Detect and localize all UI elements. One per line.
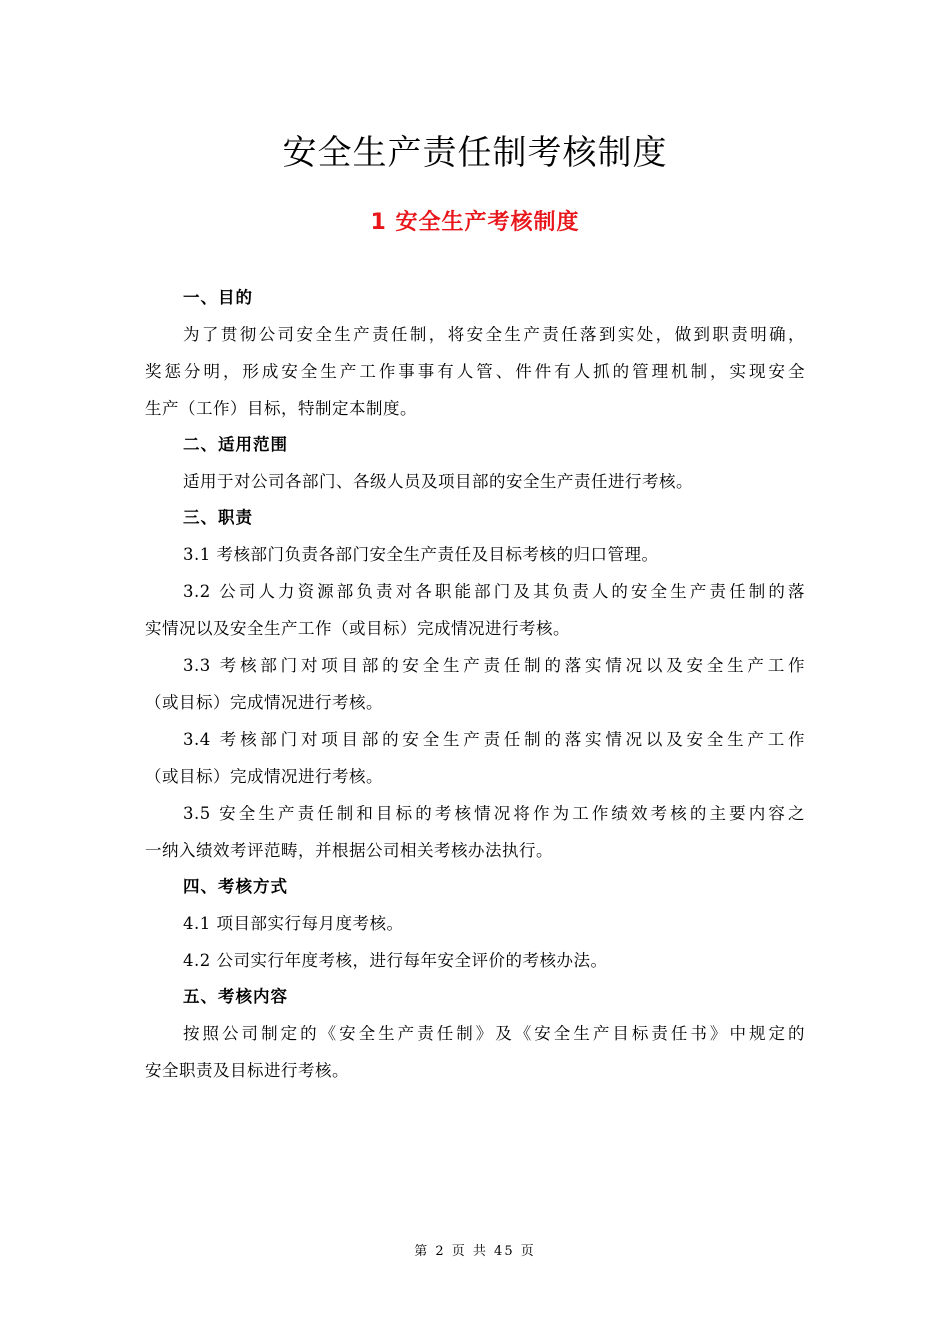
document-title: 安全生产责任制考核制度: [282, 133, 668, 173]
clause-4-2: 4.2 公司实行年度考核，进行每年安全评价的考核办法。: [183, 951, 608, 970]
paragraph-line: 奖惩分明，形成安全生产工作事事有人管、件件有人抓的管理机制，实现安全: [145, 362, 805, 381]
clause-3-3: 3.3 考核部门对项目部的安全生产责任制的落实情况以及安全生产工作: [183, 656, 805, 675]
clause-3-3-cont: （或目标）完成情况进行考核。: [145, 693, 383, 712]
paragraph-line: 生产（工作）目标，特制定本制度。: [145, 399, 417, 418]
paragraph-line: 安全职责及目标进行考核。: [145, 1061, 349, 1080]
heading-responsibilities: 三、职责: [183, 508, 253, 527]
clause-3-5: 3.5 安全生产责任制和目标的考核情况将作为工作绩效考核的主要内容之: [183, 804, 805, 823]
clause-3-4: 3.4 考核部门对项目部的安全生产责任制的落实情况以及安全生产工作: [183, 730, 805, 749]
heading-assessment-method: 四、考核方式: [183, 877, 288, 896]
heading-scope: 二、适用范围: [183, 435, 288, 454]
clause-3-1: 3.1 考核部门负责各部门安全生产责任及目标考核的归口管理。: [183, 545, 659, 564]
paragraph-line: 适用于对公司各部门、各级人员及项目部的安全生产责任进行考核。: [183, 472, 693, 491]
page-number-footer: 第 2 页 共 45 页: [414, 1244, 536, 1259]
clause-4-1: 4.1 项目部实行每月度考核。: [183, 914, 404, 933]
section-title: 1 安全生产考核制度: [370, 210, 580, 235]
clause-3-5-cont: 一纳入绩效考评范畴，并根据公司相关考核办法执行。: [145, 841, 553, 860]
heading-assessment-content: 五、考核内容: [183, 987, 288, 1006]
clause-3-4-cont: （或目标）完成情况进行考核。: [145, 767, 383, 786]
heading-purpose: 一、目的: [183, 288, 253, 307]
clause-3-2-cont: 实情况以及安全生产工作（或目标）完成情况进行考核。: [145, 619, 570, 638]
clause-3-2: 3.2 公司人力资源部负责对各职能部门及其负责人的安全生产责任制的落: [183, 582, 805, 601]
document-body: [145, 280, 805, 1089]
paragraph-line: 按照公司制定的《安全生产责任制》及《安全生产目标责任书》中规定的: [183, 1024, 805, 1043]
paragraph-line: 为了贯彻公司安全生产责任制，将安全生产责任落到实处，做到职责明确，: [183, 325, 805, 344]
